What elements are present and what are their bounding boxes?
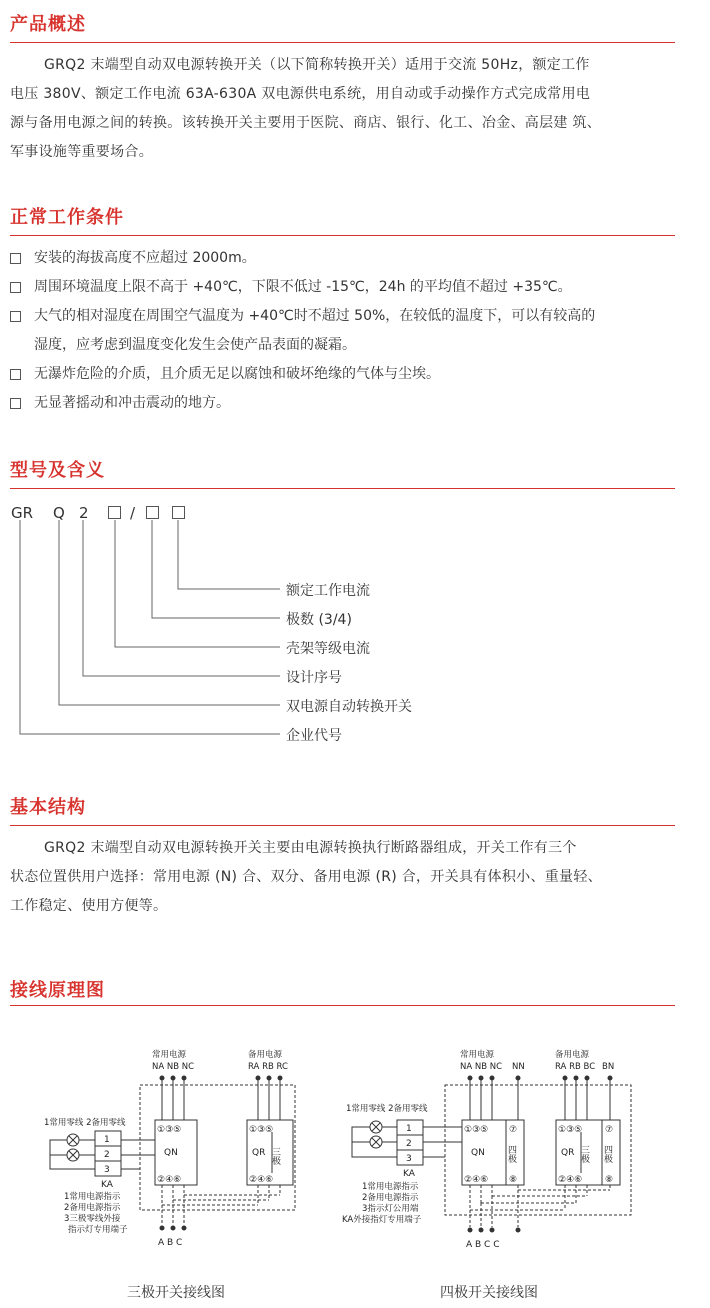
qr-top-terminals: ①③⑤ — [249, 1125, 274, 1135]
neutral-lamps-label: 1常用零线 2备用零线 — [44, 1118, 126, 1128]
qn-bottom-terminals: ②④⑥ — [157, 1175, 182, 1185]
list-item — [10, 302, 675, 360]
checkbox-icon — [10, 369, 21, 380]
qr-label: QR — [252, 1148, 266, 1158]
ka-terminal-1: 1 — [104, 1135, 110, 1145]
model-label-poles: 极数 (3/4) — [286, 612, 352, 628]
model-label-frame: 壳架等级电流 — [286, 641, 370, 657]
ka-terminal-2: 2 — [406, 1139, 412, 1149]
checkbox-icon — [10, 398, 21, 409]
note-line: 2备用电源指示 — [362, 1193, 419, 1203]
bn-terminal: BN — [602, 1062, 615, 1072]
phase-labels: A B C C — [466, 1240, 500, 1250]
qn-label: QN — [164, 1148, 178, 1158]
model-box-pole — [146, 506, 159, 519]
checkbox-icon — [10, 253, 21, 264]
nn-terminal: NN — [512, 1062, 525, 1072]
model-box-frame — [108, 506, 121, 519]
backup-source-label: 备用电源 — [555, 1050, 590, 1060]
overview-title: 产品概述 — [10, 14, 86, 35]
model-code-q: Q — [53, 504, 65, 522]
ka-terminal-3: 3 — [406, 1154, 412, 1164]
ka-terminal-1: 1 — [406, 1124, 412, 1134]
note-line: 3三极零线外接 — [64, 1214, 121, 1224]
list-item-text: 大气的相对湿度在周围空气温度为 +40℃时不超过 50%，在较低的温度下，可以有较高的 — [34, 308, 596, 324]
overview-line: 源与备用电源之间的转换。该转换开关主要用于医院、商店、银行、化工、冶金、高层建 筑、 — [10, 115, 602, 131]
wiring-rule — [10, 1005, 675, 1006]
qn-top-terminals: ①③⑤ — [464, 1125, 489, 1135]
list-item — [10, 273, 675, 302]
pole-label: 三极 — [270, 1147, 280, 1165]
checkbox-icon — [10, 282, 21, 293]
overview-line: GRQ2 末端型自动双电源转换开关（以下简称转换开关）适用于交流 50Hz，额定工作 — [44, 57, 590, 73]
conditions-rule — [10, 235, 675, 236]
model-label-design: 设计序号 — [286, 670, 342, 686]
model-label-ats: 双电源自动转换开关 — [286, 699, 412, 715]
ka-label: KA — [101, 1180, 113, 1190]
structure-paragraph — [10, 834, 675, 921]
model-code-slash: / — [130, 504, 136, 522]
conditions-list — [10, 244, 675, 418]
backup-terminals: RA RB BC — [555, 1062, 596, 1072]
model-rule — [10, 488, 675, 489]
qn-label: QN — [471, 1148, 485, 1158]
structure-line: 状态位置供用户选择：常用电源 (N) 合、双分、备用电源 (R) 合，开关具有体积小、重量轻、 — [10, 869, 602, 885]
structure-title: 基本结构 — [10, 797, 86, 818]
note-line: 2备用电源指示 — [64, 1203, 121, 1213]
list-item — [10, 389, 675, 418]
overview-line: 军事设施等重要场合。 — [10, 144, 153, 160]
list-item-text: 无瀑炸危险的介质，且介质无足以腐蚀和破坏绝缘的气体与尘埃。 — [34, 366, 440, 382]
model-box-current — [172, 506, 185, 519]
note-line: 指示灯专用端子 — [68, 1225, 128, 1235]
qr-label: QR — [561, 1148, 575, 1158]
list-item — [10, 360, 675, 389]
three-pole-caption: 三极开关接线图 — [127, 1285, 225, 1301]
list-item-text: 无显著摇动和冲击震动的地方。 — [34, 395, 230, 411]
structure-line: GRQ2 末端型自动双电源转换开关主要由电源转换执行断路器组成，开关工作有三个 — [44, 840, 577, 856]
neutral-lamps-label: 1常用零线 2备用零线 — [346, 1104, 428, 1114]
normal-terminals: NA NB NC — [152, 1062, 195, 1072]
list-item — [10, 244, 675, 273]
backup-source-label: 备用电源 — [248, 1050, 283, 1060]
backup-terminals: RA RB RC — [248, 1062, 288, 1072]
qn-terminal-7: ⑦ — [509, 1125, 518, 1135]
qr-top-terminals: ①③⑤ — [558, 1125, 583, 1135]
phase-labels: A B C — [158, 1238, 183, 1248]
note-line: 1常用电源指示 — [362, 1182, 419, 1192]
qr-terminal-8: ⑧ — [605, 1175, 614, 1185]
model-leader-lines — [0, 520, 290, 740]
qr-terminal-7: ⑦ — [605, 1125, 614, 1135]
wiring-title: 接线原理图 — [10, 980, 105, 1001]
note-line: 3指示灯公用端 — [362, 1204, 419, 1214]
pole4-label: 四极 — [506, 1145, 516, 1163]
qn-terminal-8: ⑧ — [509, 1175, 518, 1185]
model-title: 型号及含义 — [10, 460, 105, 481]
ka-label: KA — [403, 1169, 415, 1179]
structure-line: 工作稳定、使用方便等。 — [10, 898, 168, 914]
normal-terminals: NA NB NC — [460, 1062, 503, 1072]
overview-rule — [10, 42, 675, 43]
three-pole-wiring-diagram — [40, 1045, 310, 1250]
overview-line: 电压 380V、额定工作电流 63A-630A 双电源供电系统，用自动或手动操作方式完成常用电 — [10, 86, 591, 102]
pole4-label: 四极 — [602, 1145, 612, 1163]
model-code-gr: GR — [11, 504, 34, 522]
qr-bottom-terminals: ②④⑥ — [558, 1175, 583, 1185]
list-item-text: 周围环境温度上限不高于 +40℃，下限不低过 -15℃，24h 的平均值不超过 +35℃。 — [34, 279, 572, 295]
four-pole-caption: 四极开关接线图 — [440, 1285, 538, 1301]
list-item-text: 安装的海拔高度不应超过 2000m。 — [34, 250, 256, 266]
checkbox-icon — [10, 311, 21, 322]
overview-paragraph — [10, 51, 675, 167]
conditions-title: 正常工作条件 — [10, 207, 124, 228]
list-item-text: 湿度，应考虑到温度变化发生会使产品表面的凝霜。 — [34, 337, 356, 353]
qr-bottom-terminals: ②④⑥ — [249, 1175, 274, 1185]
normal-source-label: 常用电源 — [152, 1050, 187, 1060]
model-label-company: 企业代号 — [286, 728, 342, 744]
note-line: 1常用电源指示 — [64, 1192, 121, 1202]
note-line: KA外接指灯专用端子 — [342, 1215, 422, 1225]
normal-source-label: 常用电源 — [460, 1050, 495, 1060]
four-pole-wiring-diagram — [340, 1045, 640, 1250]
ka-terminal-2: 2 — [104, 1150, 110, 1160]
pole3-label: 三极 — [579, 1145, 589, 1163]
model-code-2: 2 — [79, 504, 89, 522]
qn-top-terminals: ①③⑤ — [157, 1125, 182, 1135]
ka-terminal-3: 3 — [104, 1165, 110, 1175]
model-label-current: 额定工作电流 — [286, 583, 370, 599]
structure-rule — [10, 825, 675, 826]
qn-bottom-terminals: ②④⑥ — [464, 1175, 489, 1185]
